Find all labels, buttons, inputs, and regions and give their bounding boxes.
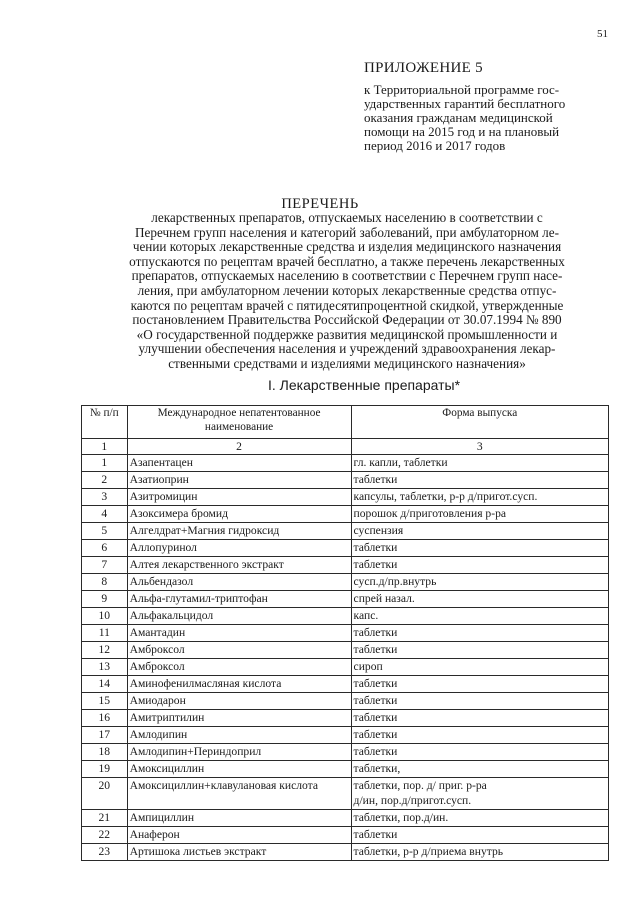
- release-form: [351, 523, 608, 540]
- release-form: [351, 693, 608, 710]
- row-number: 10: [82, 608, 128, 625]
- decree-line: ственными средствами и изделиями медицинского назначения»: [168, 355, 526, 371]
- release-form: [351, 778, 608, 810]
- section-heading: I. Лекарственные препараты*: [268, 377, 461, 393]
- row-number: 2: [82, 472, 128, 489]
- release-form-line: спрей назал.: [353, 592, 415, 605]
- table-row: [82, 761, 609, 778]
- row-number: 22: [82, 827, 128, 844]
- release-form-line: таблетки, пор. д/ приг. р-ра: [353, 779, 487, 792]
- row-number: 7: [82, 557, 128, 574]
- table-row: [82, 844, 609, 861]
- table-row: [82, 540, 609, 557]
- table-row: [82, 744, 609, 761]
- decree-line: лекарственных препаратов, отпускаемых населению в соответствии с: [151, 210, 543, 225]
- row-number: 19: [82, 761, 128, 778]
- row-number: 1: [82, 455, 128, 472]
- row-number: 11: [82, 625, 128, 642]
- release-form: [351, 727, 608, 744]
- table-row: [82, 778, 609, 810]
- row-number: 4: [82, 506, 128, 523]
- release-form: [351, 557, 608, 574]
- drug-name: Амоксициллин+клавулановая кислота: [127, 778, 351, 810]
- table-row: [82, 608, 609, 625]
- drug-name: Азоксимера бромид: [127, 506, 351, 523]
- drug-name: Алтея лекарственного экстракт: [127, 557, 351, 574]
- release-form: [351, 710, 608, 727]
- decree-line: Перечнем групп населения и категорий заболеваний, при амбулаторном ле-: [134, 224, 560, 240]
- release-form-line: таблетки: [353, 626, 398, 639]
- row-number: 5: [82, 523, 128, 540]
- table-row: [82, 710, 609, 727]
- release-form-line: порошок д/приготовления р-ра: [353, 507, 507, 520]
- index-cell: 1: [82, 439, 128, 455]
- release-form: [351, 455, 608, 472]
- drug-table: [81, 405, 609, 861]
- release-form: [351, 608, 608, 625]
- table-row: [82, 727, 609, 744]
- table-row: [82, 574, 609, 591]
- release-form-line: таблетки: [353, 694, 398, 707]
- drug-name: Азапентацен: [127, 455, 351, 472]
- release-form-line: таблетки: [353, 745, 398, 758]
- release-form-line: таблетки: [353, 643, 398, 656]
- row-number: 9: [82, 591, 128, 608]
- drug-rows: [82, 455, 609, 861]
- row-number: 17: [82, 727, 128, 744]
- decree-line: препаратов, отпускаемых населению в соответствии с Перечнем групп насе-: [131, 268, 563, 284]
- table-row: [82, 659, 609, 676]
- release-form: [351, 827, 608, 844]
- decree-line: чении которых лекарственные средства и изделия медицинского назначения: [132, 239, 562, 255]
- appendix-line: оказания гражданам медицинской: [364, 110, 553, 125]
- drug-name: Азатиоприн: [127, 472, 351, 489]
- release-form-line: капс.: [353, 609, 379, 622]
- drug-name: Амантадин: [127, 625, 351, 642]
- release-form: [351, 744, 608, 761]
- drug-name: Аминофенилмасляная кислота: [127, 676, 351, 693]
- drug-name: Алгелдрат+Магния гидроксид: [127, 523, 351, 540]
- drug-name: Амлодипин: [127, 727, 351, 744]
- drug-name: Аллопуринол: [127, 540, 351, 557]
- row-number: 12: [82, 642, 128, 659]
- table-header-row: [82, 406, 609, 439]
- row-number: 16: [82, 710, 128, 727]
- release-form-line: таблетки: [353, 711, 398, 724]
- table-row: [82, 693, 609, 710]
- row-number: 6: [82, 540, 128, 557]
- release-form-line: таблетки: [353, 541, 398, 554]
- drug-name: Анаферон: [127, 827, 351, 844]
- release-form-line: таблетки: [353, 828, 398, 841]
- release-form-line: суспензия: [353, 524, 404, 537]
- row-number: 8: [82, 574, 128, 591]
- drug-name: Амлодипин+Периндоприл: [127, 744, 351, 761]
- table-row: [82, 625, 609, 642]
- release-form: [351, 472, 608, 489]
- row-number: 14: [82, 676, 128, 693]
- decree-line: отпускаются по рецептам врачей бесплатно, а также перечень лекарственных: [129, 253, 565, 269]
- header-name: Международное непатентованное наименование: [127, 406, 351, 439]
- drug-name: Амиодарон: [127, 693, 351, 710]
- release-form: [351, 676, 608, 693]
- release-form-line: таблетки: [353, 558, 398, 571]
- header-form: Форма выпуска: [351, 406, 608, 439]
- release-form: [351, 540, 608, 557]
- drug-name: Азитромицин: [127, 489, 351, 506]
- table-row: [82, 506, 609, 523]
- row-number: 20: [82, 778, 128, 810]
- release-form: [351, 625, 608, 642]
- appendix-line: помощи на 2015 год и на плановый: [364, 124, 560, 139]
- row-number: 3: [82, 489, 128, 506]
- release-form-line: таблетки, р-р д/приема внутрь: [353, 845, 504, 858]
- release-form: [351, 844, 608, 861]
- drug-name: Альфакальцидол: [127, 608, 351, 625]
- drug-name: Амброксол: [127, 642, 351, 659]
- table-row: [82, 676, 609, 693]
- table-row: [82, 523, 609, 540]
- appendix-block: [364, 60, 614, 153]
- table-row: [82, 489, 609, 506]
- appendix-line: ударственных гарантий бесплатного: [364, 96, 566, 111]
- list-title: ПЕРЕЧЕНЬ: [281, 196, 359, 212]
- release-form-line: д/ин, пор.д/пригот.сусп.: [353, 794, 472, 807]
- appendix-line: период 2016 и 2017 годов: [364, 138, 506, 153]
- table-row: [82, 642, 609, 659]
- header-num: № п/п: [82, 406, 128, 439]
- drug-name: Альфа-глутамил-триптофан: [127, 591, 351, 608]
- release-form-line: таблетки, пор.д/ин.: [353, 811, 449, 824]
- release-form: [351, 574, 608, 591]
- drug-name: Амоксициллин: [127, 761, 351, 778]
- release-form: [351, 659, 608, 676]
- drug-name: Артишока листьев экстракт: [127, 844, 351, 861]
- release-form-line: гл. капли, таблетки: [353, 456, 448, 469]
- table-row: [82, 557, 609, 574]
- decree-line: улучшении обеспечения населения и учреждений здравоохранения лекар-: [138, 341, 556, 357]
- index-cell: 3: [351, 439, 608, 455]
- table-row: [82, 472, 609, 489]
- release-form-line: таблетки,: [353, 762, 401, 775]
- decree-line: «О государственной поддержке развития медицинской промышленности и: [136, 326, 558, 342]
- page-number: 51: [597, 28, 608, 40]
- row-number: 23: [82, 844, 128, 861]
- release-form: [351, 591, 608, 608]
- release-form: [351, 761, 608, 778]
- release-form-line: сусп.д/пр.внутрь: [353, 575, 437, 588]
- appendix-line: к Территориальной программе гос-: [364, 82, 560, 97]
- release-form: [351, 489, 608, 506]
- decree-line: каются по рецептам врачей с пятидесятипроцентной скидкой, утвержденные: [130, 297, 564, 313]
- drug-name: Альбендазол: [127, 574, 351, 591]
- table-row: [82, 455, 609, 472]
- release-form-line: таблетки: [353, 473, 398, 486]
- release-form-line: сироп: [353, 660, 383, 673]
- table-index-row: [82, 439, 609, 455]
- row-number: 15: [82, 693, 128, 710]
- drug-name: Ампициллин: [127, 810, 351, 827]
- drug-name: Амброксол: [127, 659, 351, 676]
- appendix-title: ПРИЛОЖЕНИЕ 5: [364, 60, 483, 76]
- release-form-line: таблетки: [353, 728, 398, 741]
- release-form-line: капсулы, таблетки, р-р д/пригот.сусп.: [353, 490, 538, 503]
- row-number: 13: [82, 659, 128, 676]
- table-row: [82, 827, 609, 844]
- index-cell: 2: [127, 439, 351, 455]
- row-number: 18: [82, 744, 128, 761]
- table-row: [82, 810, 609, 827]
- release-form: [351, 642, 608, 659]
- drug-name: Амитриптилин: [127, 710, 351, 727]
- release-form: [351, 810, 608, 827]
- decree-line: ления, при амбулаторном лечении которых лекарственные средства отпус-: [137, 282, 557, 298]
- table-row: [82, 591, 609, 608]
- release-form-line: таблетки: [353, 677, 398, 690]
- row-number: 21: [82, 810, 128, 827]
- release-form: [351, 506, 608, 523]
- decree-text: [86, 211, 608, 372]
- decree-line: постановлением Правительства Российской Федерации от 30.07.1994 № 890: [132, 312, 562, 328]
